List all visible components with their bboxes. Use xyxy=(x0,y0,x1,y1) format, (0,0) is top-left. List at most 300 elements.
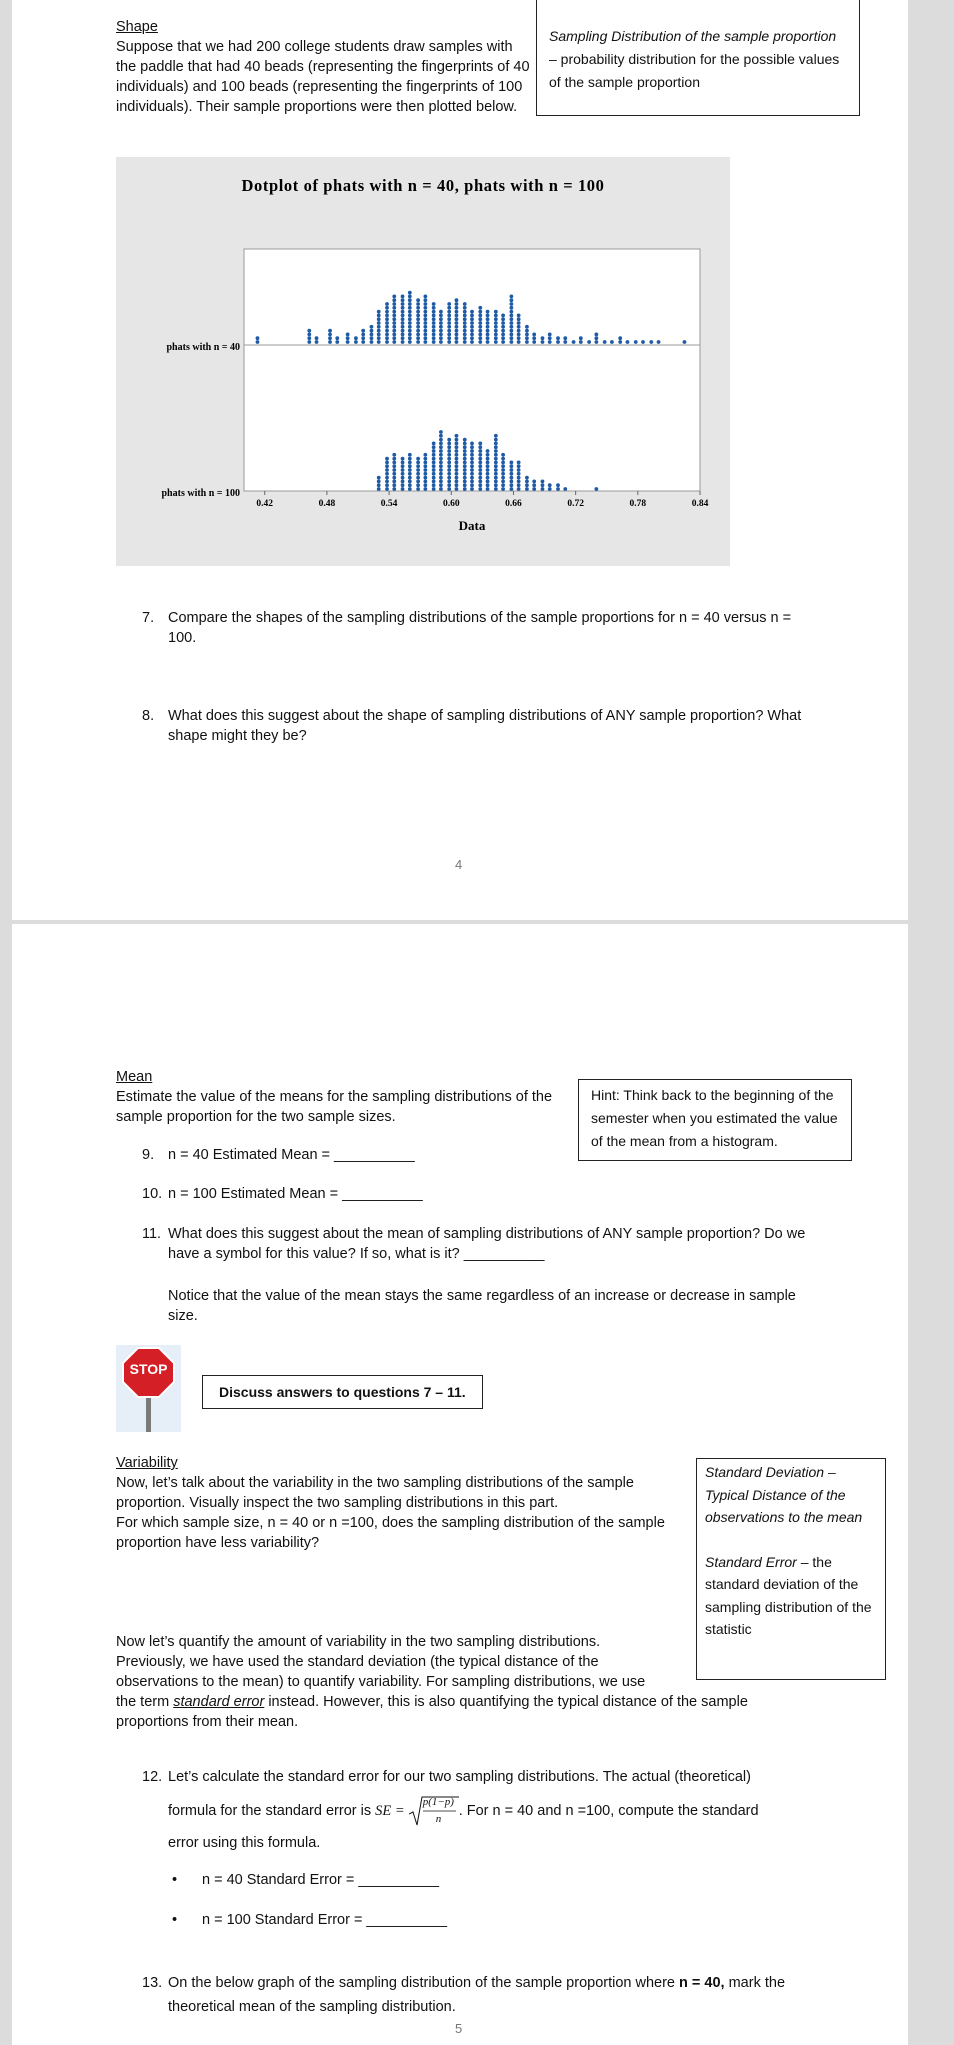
dot-n100 xyxy=(517,472,521,476)
dot-n40 xyxy=(509,298,513,302)
dot-n100 xyxy=(494,442,498,446)
dot-n40 xyxy=(470,325,474,329)
dot-n100 xyxy=(509,480,513,484)
dot-n100 xyxy=(486,461,490,465)
dot-n100 xyxy=(439,468,443,472)
dot-n100 xyxy=(423,480,427,484)
dot-n40 xyxy=(385,333,389,337)
dot-n100 xyxy=(486,468,490,472)
dot-n100 xyxy=(478,461,482,465)
dot-n100 xyxy=(494,438,498,442)
dot-n100 xyxy=(494,468,498,472)
dot-n100 xyxy=(486,487,490,491)
dot-n100 xyxy=(470,468,474,472)
notice-text: Notice that the value of the mean stays the same regardless of an increase or decrease in sample size. xyxy=(168,1288,796,1324)
dot-n40 xyxy=(556,336,560,340)
dot-n40 xyxy=(594,336,598,340)
dot-n40 xyxy=(432,325,436,329)
dot-n40 xyxy=(509,314,513,318)
dot-n40 xyxy=(361,329,365,333)
dot-n40 xyxy=(377,310,381,314)
dot-n100 xyxy=(509,468,513,472)
dot-n40 xyxy=(455,329,459,333)
dot-n100 xyxy=(432,461,436,465)
dot-n40 xyxy=(509,325,513,329)
dot-n100 xyxy=(385,480,389,484)
dot-n40 xyxy=(470,314,474,318)
dot-n40 xyxy=(509,321,513,325)
dot-n40 xyxy=(501,333,505,337)
q13-number: 13. xyxy=(142,1975,163,1991)
dot-n40 xyxy=(416,306,420,310)
dot-n100 xyxy=(486,476,490,480)
dot-n40 xyxy=(432,340,436,344)
dot-n100 xyxy=(432,483,436,487)
dot-n100 xyxy=(439,487,443,491)
dot-n40 xyxy=(455,314,459,318)
dot-n40 xyxy=(455,317,459,321)
dot-n100 xyxy=(463,449,467,453)
dot-n40 xyxy=(256,336,260,340)
dot-n40 xyxy=(463,302,467,306)
dot-n100 xyxy=(392,487,396,491)
dot-n100 xyxy=(509,461,513,465)
dot-n40 xyxy=(525,333,529,337)
q13-post: mark the theoretical mean of the sampling distribution. xyxy=(168,1975,786,2015)
dot-n100 xyxy=(385,483,389,487)
dot-n40 xyxy=(408,329,412,333)
dot-n100 xyxy=(377,483,381,487)
dot-n100 xyxy=(470,457,474,461)
dot-n100 xyxy=(501,472,505,476)
dot-n40 xyxy=(423,314,427,318)
dot-n40 xyxy=(392,321,396,325)
dot-n100 xyxy=(455,464,459,468)
dot-n40 xyxy=(478,340,482,344)
dot-n40 xyxy=(618,336,622,340)
dot-n100 xyxy=(494,483,498,487)
dot-n100 xyxy=(486,480,490,484)
dot-n100 xyxy=(494,487,498,491)
dot-n40 xyxy=(256,340,260,344)
q13-bold: n = 40, xyxy=(679,1975,725,1991)
se-definition xyxy=(705,1551,877,1641)
dot-n100 xyxy=(517,483,521,487)
dot-n40 xyxy=(401,306,405,310)
dot-n40 xyxy=(579,336,583,340)
dot-n40 xyxy=(470,340,474,344)
dot-n100 xyxy=(532,480,536,484)
dot-n100 xyxy=(486,453,490,457)
page-number: 4 xyxy=(455,857,463,872)
dot-n100 xyxy=(439,457,443,461)
dot-n40 xyxy=(377,314,381,318)
dot-n40 xyxy=(377,340,381,344)
dot-n100 xyxy=(478,442,482,446)
dot-n100 xyxy=(416,476,420,480)
dot-n100 xyxy=(385,476,389,480)
dot-n100 xyxy=(463,483,467,487)
dot-n40 xyxy=(416,314,420,318)
dot-n40 xyxy=(501,321,505,325)
dot-n100 xyxy=(432,457,436,461)
dot-n40 xyxy=(439,310,443,314)
dot-n100 xyxy=(385,472,389,476)
dot-n40 xyxy=(392,340,396,344)
dot-n40 xyxy=(385,302,389,306)
dot-n40 xyxy=(447,321,451,325)
question-12 xyxy=(142,1767,822,1853)
dot-n100 xyxy=(594,487,598,491)
dot-n100 xyxy=(416,464,420,468)
dot-n100 xyxy=(525,487,529,491)
dot-n40 xyxy=(478,329,482,333)
dot-n100 xyxy=(447,457,451,461)
dot-n40 xyxy=(683,340,687,344)
dot-n100 xyxy=(401,461,405,465)
dot-n100 xyxy=(439,442,443,446)
dot-n40 xyxy=(432,306,436,310)
dot-n100 xyxy=(416,457,420,461)
dot-n40 xyxy=(509,306,513,310)
dot-n100 xyxy=(439,438,443,442)
dot-n40 xyxy=(610,340,614,344)
dot-n40 xyxy=(579,340,583,344)
question-9 xyxy=(142,1145,542,1165)
dot-n100 xyxy=(447,483,451,487)
dot-n40 xyxy=(408,317,412,321)
dot-n40 xyxy=(416,325,420,329)
dot-n40 xyxy=(447,317,451,321)
dot-n40 xyxy=(501,336,505,340)
dot-n100 xyxy=(385,487,389,491)
dot-n40 xyxy=(416,298,420,302)
dot-n100 xyxy=(385,461,389,465)
dot-n100 xyxy=(517,480,521,484)
dot-n40 xyxy=(447,336,451,340)
variability-text-2: For which sample size, n = 40 or n =100, does the sampling distribution of the sample proportion have less variability? xyxy=(116,1515,665,1551)
dot-n100 xyxy=(486,483,490,487)
dot-n40 xyxy=(594,333,598,337)
dot-n100 xyxy=(501,453,505,457)
dot-n40 xyxy=(563,336,567,340)
dot-n40 xyxy=(377,333,381,337)
dot-n100 xyxy=(463,472,467,476)
dot-n40 xyxy=(463,325,467,329)
dot-n100 xyxy=(470,480,474,484)
dot-n100 xyxy=(416,480,420,484)
bullet-n100 xyxy=(172,1910,448,1930)
dot-n40 xyxy=(416,333,420,337)
mean-heading: Mean xyxy=(116,1069,153,1085)
se-text: – the standard deviation of the sampling distribution of the statistic xyxy=(705,1553,872,1637)
dot-n100 xyxy=(532,483,536,487)
dot-n100 xyxy=(401,472,405,476)
se-formula-numerator: p(1−p) xyxy=(422,1796,454,1809)
dot-n40 xyxy=(307,340,311,344)
dot-n100 xyxy=(408,480,412,484)
dot-n100 xyxy=(455,468,459,472)
quantify-post: instead. However, this is also quantifying the typical distance of the sample proportions from their mean. xyxy=(116,1694,748,1730)
dot-n40 xyxy=(455,310,459,314)
dot-n40 xyxy=(401,340,405,344)
x-tick-label: 0.84 xyxy=(691,499,709,509)
dot-n100 xyxy=(447,468,451,472)
dot-n40 xyxy=(470,329,474,333)
dot-n40 xyxy=(392,317,396,321)
dot-n40 xyxy=(439,340,443,344)
dot-n40 xyxy=(486,333,490,337)
dot-n100 xyxy=(501,483,505,487)
dot-n40 xyxy=(439,329,443,333)
dot-n40 xyxy=(455,298,459,302)
dot-n40 xyxy=(548,336,552,340)
dot-n40 xyxy=(517,336,521,340)
bullet-n40-text: n = 40 Standard Error = __________ xyxy=(202,1872,440,1888)
dot-n40 xyxy=(385,329,389,333)
dot-n100 xyxy=(494,449,498,453)
dot-n40 xyxy=(385,325,389,329)
dot-n40 xyxy=(447,310,451,314)
series-label-n100: phats with n = 100 xyxy=(161,488,240,499)
dot-n100 xyxy=(447,472,451,476)
dot-n100 xyxy=(478,449,482,453)
dot-n100 xyxy=(447,453,451,457)
question-8 xyxy=(142,706,822,746)
dot-n40 xyxy=(447,325,451,329)
dot-n40 xyxy=(416,310,420,314)
question-11 xyxy=(142,1224,822,1264)
q10-text: n = 100 Estimated Mean = __________ xyxy=(168,1186,423,1202)
dot-n40 xyxy=(494,333,498,337)
dot-n100 xyxy=(470,461,474,465)
dot-n100 xyxy=(494,472,498,476)
se-formula-sqrt xyxy=(409,1795,459,1827)
dot-n40 xyxy=(463,317,467,321)
dot-n100 xyxy=(392,472,396,476)
dot-n100 xyxy=(423,457,427,461)
dot-n100 xyxy=(494,464,498,468)
dot-n100 xyxy=(563,487,567,491)
dot-n100 xyxy=(385,468,389,472)
x-axis-label: Data xyxy=(458,518,486,533)
dot-n40 xyxy=(385,336,389,340)
dot-n40 xyxy=(401,298,405,302)
dot-n40 xyxy=(634,340,638,344)
dot-n40 xyxy=(392,329,396,333)
dot-n40 xyxy=(370,340,374,344)
dot-n100 xyxy=(501,487,505,491)
dot-n100 xyxy=(439,445,443,449)
dot-n40 xyxy=(525,336,529,340)
dot-n40 xyxy=(486,317,490,321)
question-13 xyxy=(142,1971,822,2019)
dot-n100 xyxy=(455,487,459,491)
dot-n100 xyxy=(548,483,552,487)
dot-n100 xyxy=(423,472,427,476)
dot-n40 xyxy=(377,317,381,321)
dot-n40 xyxy=(478,310,482,314)
dot-n100 xyxy=(432,480,436,484)
dot-n40 xyxy=(392,336,396,340)
dot-n100 xyxy=(463,464,467,468)
shape-heading: Shape xyxy=(116,19,158,35)
dot-n100 xyxy=(556,487,560,491)
q12-line-1: Let’s calculate the standard error for our two sampling distributions. The actual (theoretical) xyxy=(168,1769,751,1785)
dot-n40 xyxy=(370,333,374,337)
dot-n40 xyxy=(494,325,498,329)
dot-n100 xyxy=(463,445,467,449)
dot-n40 xyxy=(478,333,482,337)
mean-text: Estimate the value of the means for the sampling distributions of the sample proportion for the two sample sizes. xyxy=(116,1089,553,1125)
dot-n40 xyxy=(432,310,436,314)
dot-n100 xyxy=(377,487,381,491)
dot-n40 xyxy=(517,325,521,329)
dot-n40 xyxy=(470,317,474,321)
dot-n100 xyxy=(455,480,459,484)
dot-n100 xyxy=(439,453,443,457)
dot-n100 xyxy=(408,464,412,468)
dot-n100 xyxy=(401,483,405,487)
dot-n40 xyxy=(385,317,389,321)
dot-n100 xyxy=(432,468,436,472)
dot-n100 xyxy=(455,445,459,449)
dot-n40 xyxy=(423,333,427,337)
dot-n100 xyxy=(392,480,396,484)
dot-n40 xyxy=(346,340,350,344)
dot-n100 xyxy=(463,487,467,491)
dot-n40 xyxy=(401,317,405,321)
dot-n40 xyxy=(439,317,443,321)
dot-n100 xyxy=(392,457,396,461)
dot-n40 xyxy=(463,333,467,337)
x-tick-label: 0.54 xyxy=(380,499,398,509)
dot-n100 xyxy=(470,449,474,453)
dot-n40 xyxy=(447,340,451,344)
dot-n100 xyxy=(509,487,513,491)
bullet-n40 xyxy=(172,1870,440,1890)
dot-n100 xyxy=(517,468,521,472)
dot-n40 xyxy=(470,333,474,337)
dot-n100 xyxy=(478,445,482,449)
dot-n40 xyxy=(509,340,513,344)
q13-text xyxy=(168,1971,822,2019)
dot-n40 xyxy=(447,306,451,310)
dot-n100 xyxy=(455,483,459,487)
dot-n40 xyxy=(361,333,365,337)
dot-n40 xyxy=(478,336,482,340)
dot-n40 xyxy=(408,321,412,325)
dot-n40 xyxy=(517,314,521,318)
dot-n100 xyxy=(408,468,412,472)
dot-n100 xyxy=(501,480,505,484)
dot-n40 xyxy=(328,329,332,333)
dot-n40 xyxy=(478,325,482,329)
dot-n40 xyxy=(335,336,339,340)
dot-n100 xyxy=(525,476,529,480)
dot-n40 xyxy=(408,333,412,337)
dot-n100 xyxy=(455,434,459,438)
dot-n40 xyxy=(463,310,467,314)
dot-n40 xyxy=(377,329,381,333)
dot-n40 xyxy=(354,336,358,340)
dot-n40 xyxy=(392,333,396,337)
dot-n100 xyxy=(455,461,459,465)
stop-sign-text: STOP xyxy=(129,1361,168,1377)
dot-n40 xyxy=(455,321,459,325)
shape-text: Suppose that we had 200 college students draw samples with the paddle that had 40 beads (representing the fingerprints of 40 individuals) and 100 beads (representing the fingerprints of 100 individuals). Their sample proportions were then plotted below. xyxy=(116,39,530,115)
dot-n100 xyxy=(432,487,436,491)
dot-n40 xyxy=(377,336,381,340)
dot-n40 xyxy=(370,336,374,340)
dot-n40 xyxy=(423,298,427,302)
quantify-text-2 xyxy=(116,1692,816,1732)
dot-n100 xyxy=(501,476,505,480)
q13-pre: On the below graph of the sampling distribution of the sample proportion where xyxy=(168,1975,680,1991)
dot-n40 xyxy=(501,325,505,329)
dot-n40 xyxy=(401,302,405,306)
dot-n40 xyxy=(401,310,405,314)
dot-n40 xyxy=(423,340,427,344)
dot-n40 xyxy=(432,317,436,321)
dot-n40 xyxy=(594,340,598,344)
dot-n100 xyxy=(392,453,396,457)
dot-n100 xyxy=(501,468,505,472)
dot-n100 xyxy=(517,476,521,480)
dot-n40 xyxy=(494,340,498,344)
dot-n40 xyxy=(392,302,396,306)
dot-n100 xyxy=(423,464,427,468)
dot-n100 xyxy=(486,457,490,461)
dot-n40 xyxy=(494,336,498,340)
dot-n40 xyxy=(346,333,350,337)
dot-n40 xyxy=(377,321,381,325)
dot-n40 xyxy=(455,325,459,329)
q7-number: 7. xyxy=(142,610,155,626)
dot-n40 xyxy=(463,306,467,310)
dot-n40 xyxy=(432,333,436,337)
dot-n40 xyxy=(401,325,405,329)
dot-n100 xyxy=(509,464,513,468)
dot-n40 xyxy=(423,336,427,340)
dot-n100 xyxy=(423,483,427,487)
dot-n40 xyxy=(509,329,513,333)
dot-n100 xyxy=(478,487,482,491)
dot-n100 xyxy=(478,464,482,468)
dot-n40 xyxy=(486,340,490,344)
dot-n100 xyxy=(525,483,529,487)
hint-box: Hint: Think back to the beginning of the semester when you estimated the value of the mean from a histogram. xyxy=(578,1079,852,1161)
dot-n100 xyxy=(423,476,427,480)
dot-n40 xyxy=(432,329,436,333)
dot-n40 xyxy=(509,310,513,314)
dot-n40 xyxy=(392,310,396,314)
dot-n100 xyxy=(432,449,436,453)
dot-n40 xyxy=(486,325,490,329)
dot-n100 xyxy=(447,480,451,484)
dot-n40 xyxy=(408,314,412,318)
dot-n100 xyxy=(439,476,443,480)
page-5 xyxy=(12,924,908,2045)
definition-term: Sampling Distribution of the sample proportion xyxy=(549,28,837,44)
dot-n40 xyxy=(385,340,389,344)
dot-n100 xyxy=(423,487,427,491)
dot-n40 xyxy=(361,336,365,340)
dot-n100 xyxy=(408,487,412,491)
q11-number: 11. xyxy=(142,1226,162,1242)
dot-n40 xyxy=(377,325,381,329)
dot-n40 xyxy=(548,333,552,337)
